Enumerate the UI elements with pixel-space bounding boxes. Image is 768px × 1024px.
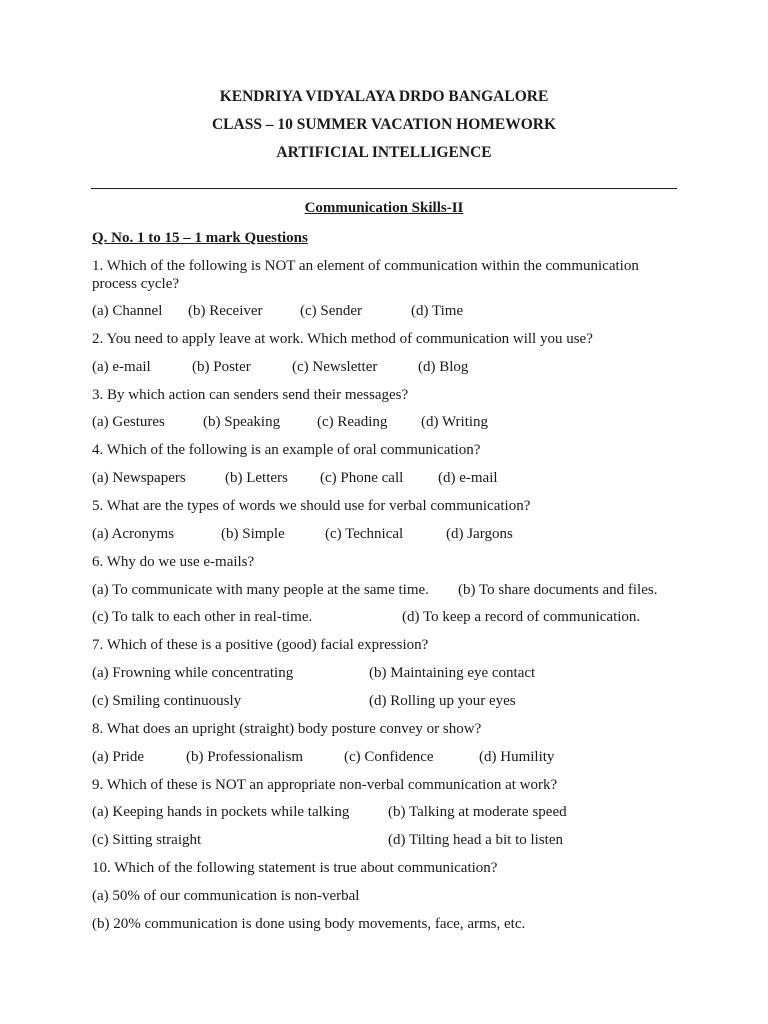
- question-4-option-d: (d) e-mail: [438, 470, 498, 486]
- question-8-option-b: (b) Professionalism: [186, 749, 304, 765]
- question-9-option-c: (c) Sitting straight: [92, 832, 202, 848]
- question-7-option-c: (c) Smiling continuously: [92, 693, 242, 709]
- question-5-text: 5. What are the types of words we should use for verbal communication?: [92, 498, 531, 514]
- question-10-option-b: (b) 20% communication is done using body movements, face, arms, etc.: [92, 916, 526, 932]
- question-7-option-a: (a) Frowning while concentrating: [92, 665, 294, 681]
- question-9-text: 9. Which of these is NOT an appropriate non-verbal communication at work?: [92, 777, 558, 793]
- question-10-option-a: (a) 50% of our communication is non-verbal: [92, 888, 360, 904]
- header-divider: [91, 188, 677, 189]
- question-1-option-a: (a) Channel: [92, 303, 163, 319]
- question-9-option-a: (a) Keeping hands in pockets while talking: [92, 804, 350, 820]
- question-2-option-b: (b) Poster: [192, 359, 251, 375]
- question-5-option-d: (d) Jargons: [446, 526, 513, 542]
- question-5-option-c: (c) Technical: [325, 526, 404, 542]
- question-6-option-a: (a) To communicate with many people at the same time.: [92, 582, 429, 598]
- section-title: Communication Skills-II: [304, 200, 464, 216]
- question-9-option-d: (d) Tilting head a bit to listen: [388, 832, 563, 848]
- question-5-option-b: (b) Simple: [221, 526, 285, 542]
- question-6-option-c: (c) To talk to each other in real-time.: [92, 609, 313, 625]
- question-8-option-a: (a) Pride: [92, 749, 145, 765]
- question-8-option-c: (c) Confidence: [344, 749, 434, 765]
- question-4-option-b: (b) Letters: [225, 470, 288, 486]
- question-2-option-d: (d) Blog: [418, 359, 469, 375]
- question-1-option-c: (c) Sender: [300, 303, 363, 319]
- question-6-option-d: (d) To keep a record of communication.: [402, 609, 641, 625]
- question-3-option-a: (a) Gestures: [92, 414, 165, 430]
- question-1-option-b: (b) Receiver: [188, 303, 263, 319]
- question-10-text: 10. Which of the following statement is true about communication?: [92, 860, 498, 876]
- question-1-option-d: (d) Time: [411, 303, 464, 319]
- question-3-option-c: (c) Reading: [317, 414, 388, 430]
- class-line: CLASS – 10 SUMMER VACATION HOMEWORK: [211, 116, 557, 133]
- question-6-text: 6. Why do we use e-mails?: [92, 554, 255, 570]
- question-7-text: 7. Which of these is a positive (good) facial expression?: [92, 637, 429, 653]
- question-1-text-line-1: 1. Which of the following is NOT an element of communication within the communication: [92, 258, 639, 274]
- school-name: KENDRIYA VIDYALAYA DRDO BANGALORE: [219, 88, 549, 105]
- question-7-option-d: (d) Rolling up your eyes: [369, 693, 516, 709]
- questions-subheading: Q. No. 1 to 15 – 1 mark Questions: [92, 230, 308, 246]
- question-2-option-c: (c) Newsletter: [292, 359, 378, 375]
- question-7-option-b: (b) Maintaining eye contact: [369, 665, 536, 681]
- question-4-option-c: (c) Phone call: [320, 470, 404, 486]
- question-8-option-d: (d) Humility: [479, 749, 555, 765]
- question-3-option-b: (b) Speaking: [203, 414, 281, 430]
- subject-title: ARTIFICIAL INTELLIGENCE: [276, 144, 492, 161]
- question-2-text: 2. You need to apply leave at work. Which method of communication will you use?: [92, 331, 593, 347]
- question-3-option-d: (d) Writing: [421, 414, 489, 430]
- question-3-text: 3. By which action can senders send their messages?: [92, 387, 409, 403]
- question-2-option-a: (a) e-mail: [92, 359, 151, 375]
- question-4-text: 4. Which of the following is an example of oral communication?: [92, 442, 481, 458]
- question-8-text: 8. What does an upright (straight) body posture convey or show?: [92, 721, 482, 737]
- question-4-option-a: (a) Newspapers: [92, 470, 186, 486]
- question-1-text-line-2: process cycle?: [92, 276, 180, 292]
- question-9-option-b: (b) Talking at moderate speed: [388, 804, 567, 820]
- question-6-option-b: (b) To share documents and files.: [458, 582, 658, 598]
- question-5-option-a: (a) Acronyms: [92, 526, 175, 542]
